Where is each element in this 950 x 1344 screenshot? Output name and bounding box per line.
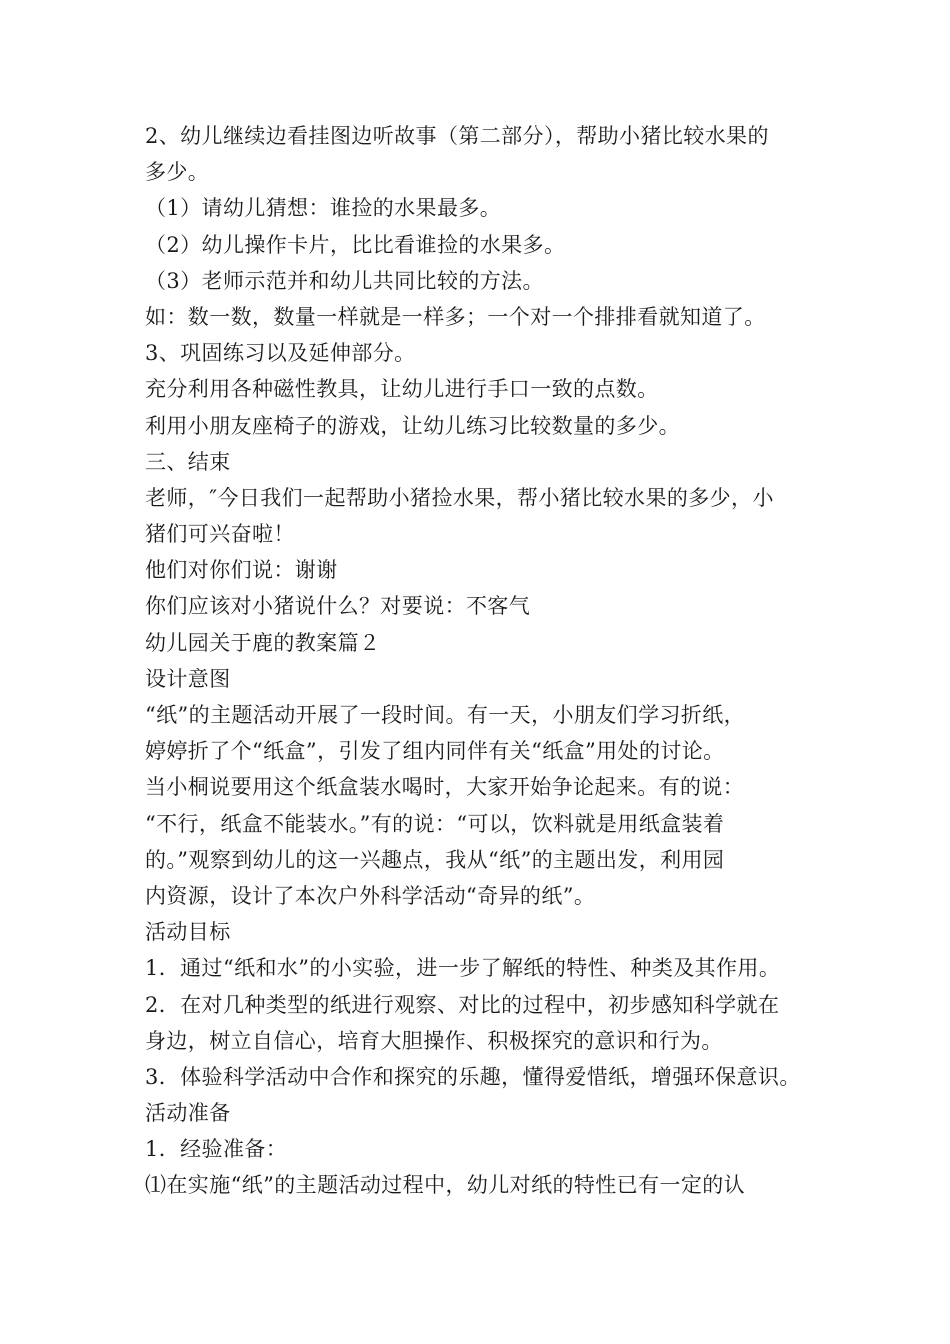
text-line: 当小桐说要用这个纸盒装水喝时，大家开始争论起来。有的说： — [145, 775, 745, 800]
section-heading: 三、结束 — [145, 449, 231, 474]
document-body — [145, 118, 825, 1204]
text-line: 充分利用各种磁性教具，让幼儿进行手口一致的点数。 — [145, 377, 659, 402]
text-line: 猪们可兴奋啦！ — [145, 522, 295, 547]
text-line: 多少。 — [145, 160, 210, 185]
document-title: 幼儿园关于鹿的教案篇２ — [145, 630, 381, 655]
section-heading: 活动准备 — [145, 1101, 231, 1126]
text-line: （2）幼儿操作卡片，比比看谁捡的水果多。 — [145, 232, 566, 257]
text-line: 3．体验科学活动中合作和探究的乐趣，懂得爱惜纸，增强环保意识。 — [145, 1064, 801, 1089]
text-line: 1．经验准备： — [145, 1137, 288, 1162]
text-line: 内资源，设计了本次户外科学活动“奇异的纸”。 — [145, 883, 596, 908]
text-line: 的。”观察到幼儿的这一兴趣点，我从“纸”的主题出发，利用园 — [145, 847, 725, 872]
text-line: 婷婷折了个“纸盒”，引发了组内同伴有关“纸盒”用处的讨论。 — [145, 739, 725, 764]
section-heading: 活动目标 — [145, 920, 231, 945]
text-line: 如：数一数，数量一样就是一样多；一个对一个排排看就知道了。 — [145, 304, 766, 329]
text-line: “纸”的主题活动开展了一段时间。有一天，小朋友们学习折纸， — [145, 703, 746, 727]
text-line: （3）老师示范并和幼儿共同比较的方法。 — [145, 268, 544, 293]
text-line: 你们应该对小猪说什么？对要说：不客气 — [145, 594, 531, 619]
text-line: 2、幼儿继续边看挂图边听故事（第二部分），帮助小猪比较水果的 — [145, 124, 769, 148]
text-line: 他们对你们说：谢谢 — [145, 558, 338, 583]
section-heading: 3、巩固练习以及延伸部分。 — [145, 341, 416, 366]
text-line: 2．在对几种类型的纸进行观察、对比的过程中，初步感知科学就在 — [145, 992, 780, 1017]
section-heading: 设计意图 — [145, 666, 231, 691]
text-line: ⑴在实施“纸”的主题活动过程中，幼儿对纸的特性已有一定的认 — [145, 1173, 746, 1198]
text-line: 身边，树立自信心，培育大胆操作、积极探究的意识和行为。 — [145, 1028, 723, 1053]
text-line: 利用小朋友座椅子的游戏，让幼儿练习比较数量的多少。 — [145, 413, 680, 438]
text-line: 老师，″今日我们一起帮助小猪捡水果，帮小猪比较水果的多少，小 — [145, 485, 774, 510]
text-line: “不行，纸盒不能装水。”有的说：“可以，饮料就是用纸盒装着 — [145, 811, 725, 836]
text-line: （1）请幼儿猜想：谁捡的水果最多。 — [145, 196, 502, 221]
text-line: 1．通过“纸和水”的小实验，进一步了解纸的特性、种类及其作用。 — [145, 956, 781, 981]
